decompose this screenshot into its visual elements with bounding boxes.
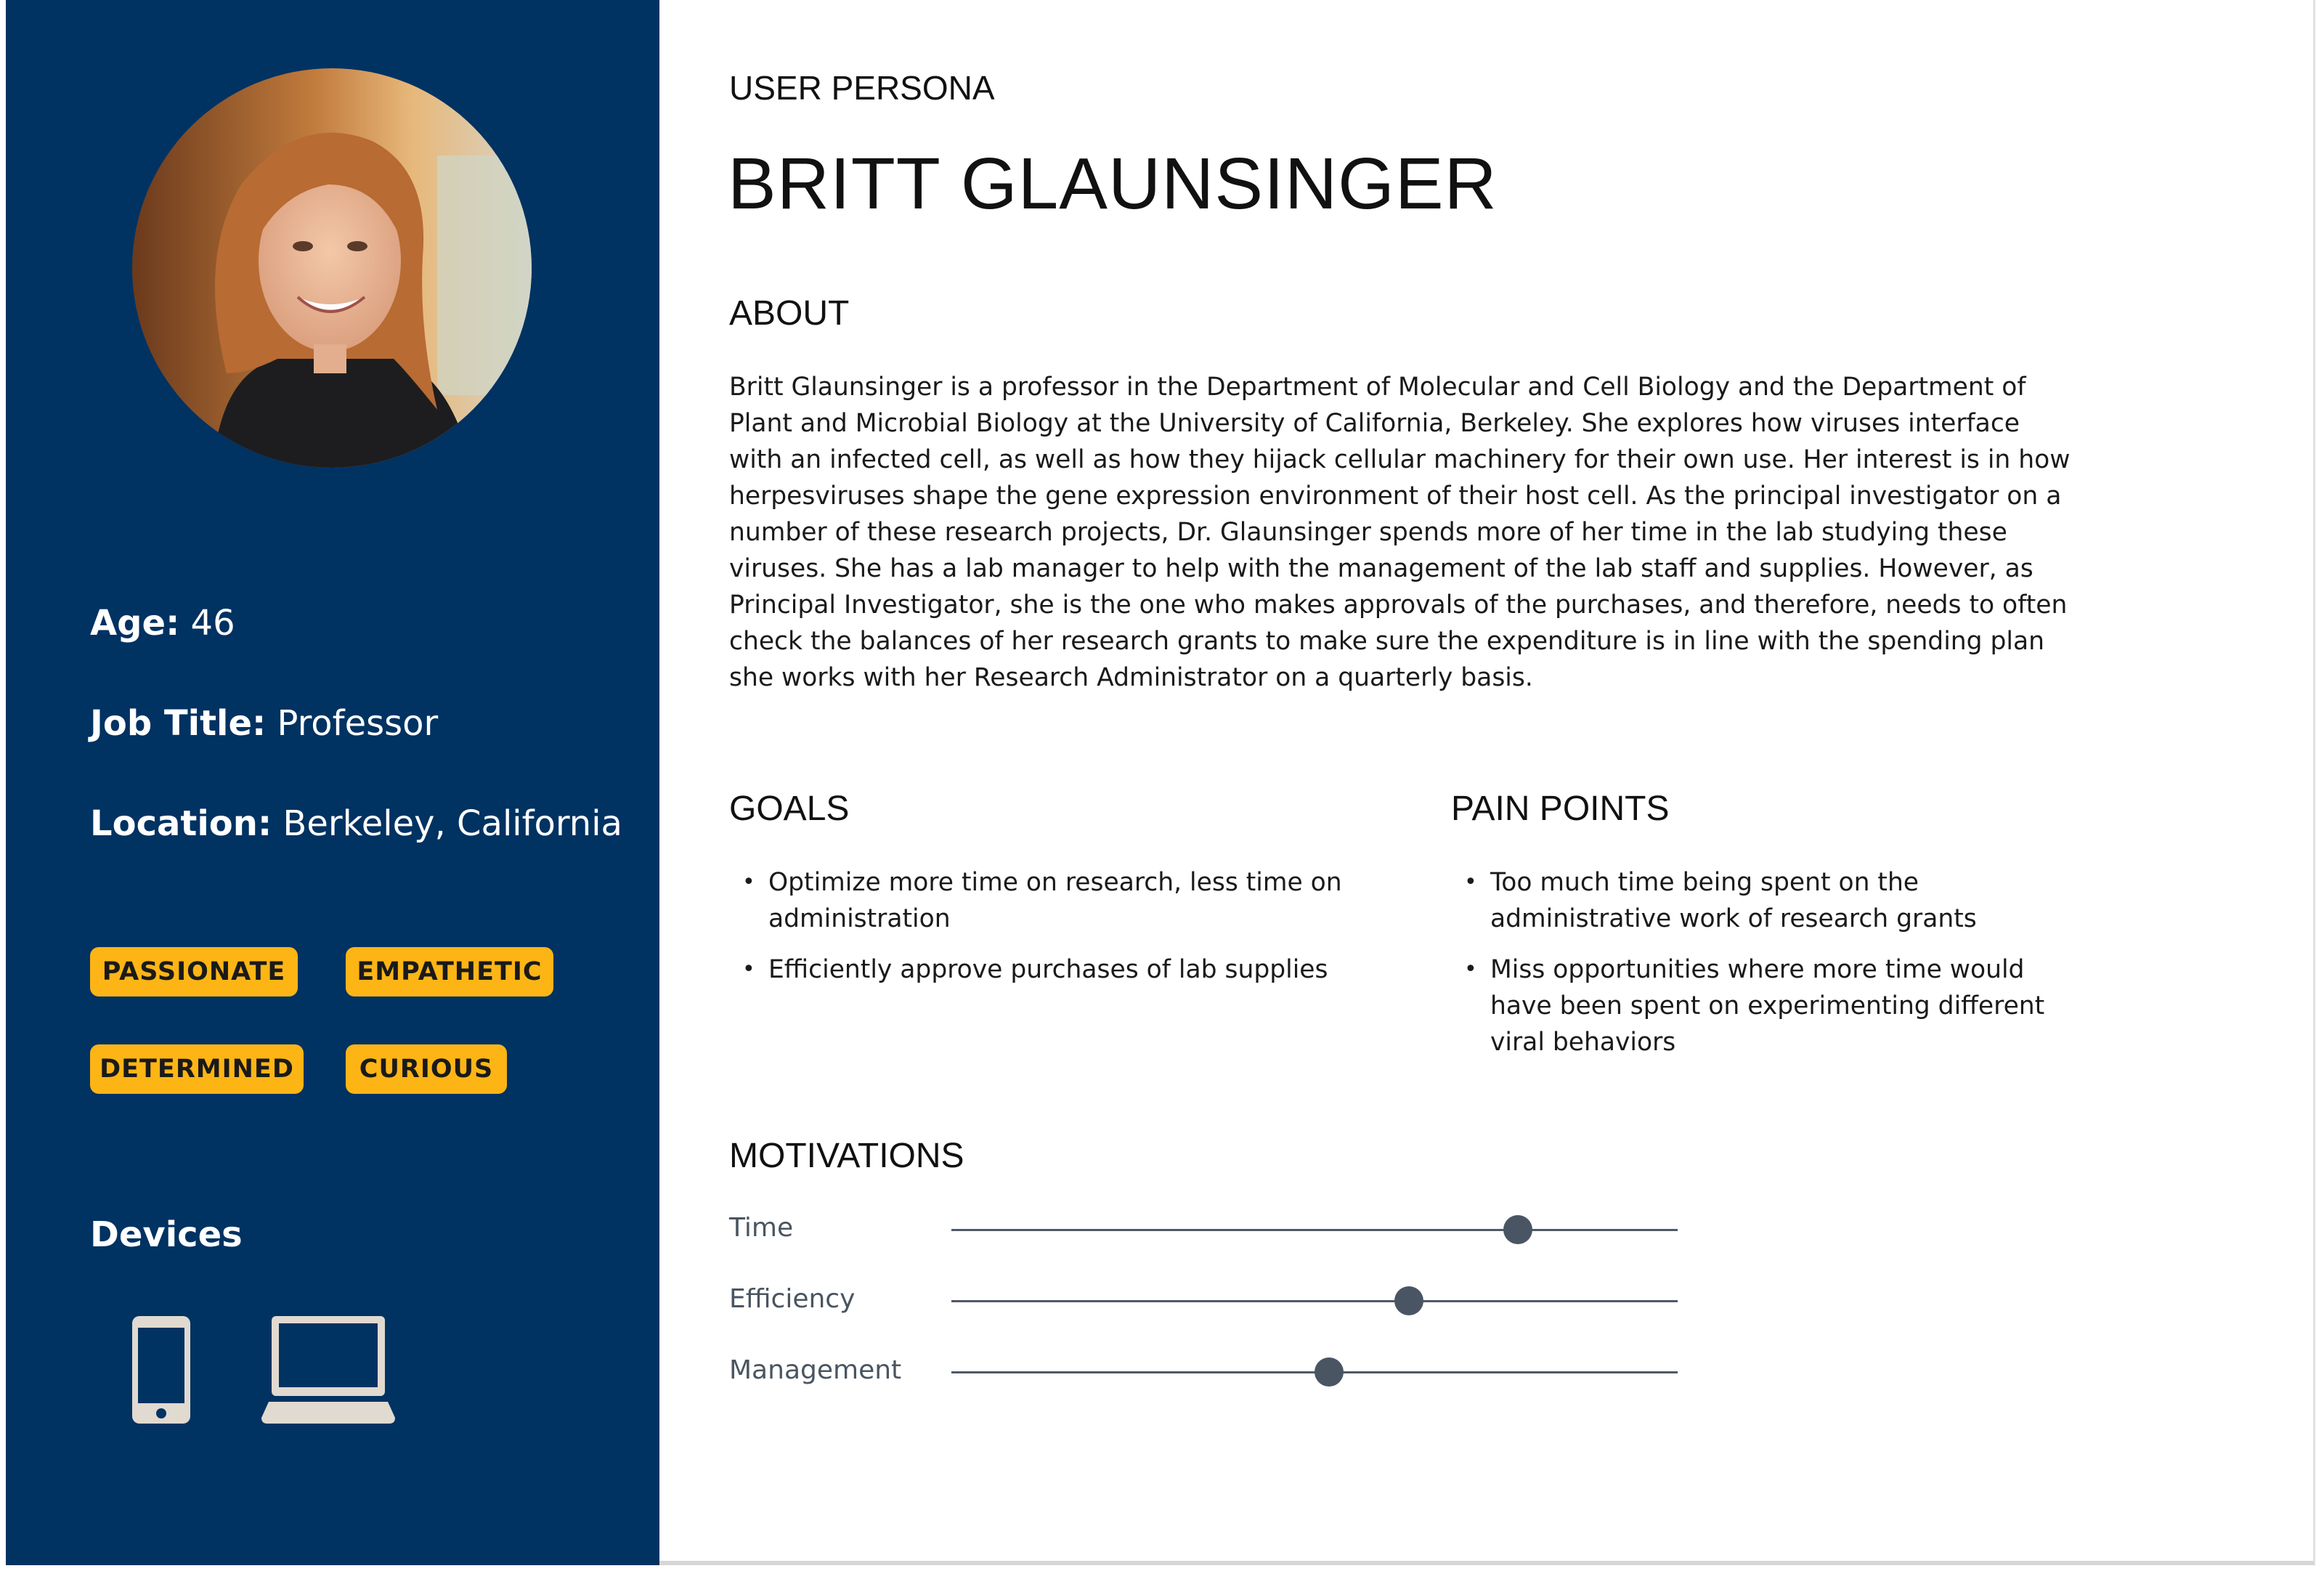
sidebar	[6, 0, 659, 1565]
motivation-thumb-efficiency	[1394, 1286, 1423, 1315]
age-field	[90, 603, 235, 644]
laptop-icon	[261, 1316, 395, 1424]
pain-points-list	[1451, 864, 2068, 1075]
trait-tag-determined: DETERMINED	[90, 1044, 304, 1094]
about-text: Britt Glaunsinger is a professor in the Department of Molecular and Cell Biology and the Department of Plant and Microbial Biology at the University of California, Berkeley. She explores how viruses interface with an infected cell, as well as how they hijack cellular machinery for their own use. Her interest is in how herpesviruses shape the gene expression environment of their host cell. As the principal investigator on a number of these research projects, Dr. Glaunsinger spends more of her time in the lab studying these viruses. She has a lab manager to help with the management of the lab staff and supplies. However, as Principal Investigator, she is the one who makes approvals of the purchases, and therefore, needs to often check the balances of her research grants to make sure the expenditure is in line with the spending plan she works with her Research Administrator on a quarterly basis.	[729, 373, 2071, 692]
smartphone-icon	[132, 1316, 190, 1424]
list-item: • Optimize more time on research, less time on administration	[729, 864, 1397, 937]
location-value: Berkeley, California	[283, 803, 622, 844]
goals-title: GOALS	[729, 790, 850, 828]
trait-tag-passionate: PASSIONATE	[90, 947, 298, 996]
motivation-label-time: Time	[729, 1213, 794, 1243]
pain-points-title: PAIN POINTS	[1451, 790, 1670, 828]
motivation-thumb-management	[1315, 1357, 1344, 1387]
motivation-slider-management	[951, 1371, 1678, 1373]
persona-kicker: USER PERSONA	[729, 69, 995, 107]
motivation-slider-efficiency	[951, 1300, 1678, 1302]
location-field	[90, 803, 622, 844]
goals-list	[729, 864, 1397, 1002]
trait-tag-curious: CURIOUS	[346, 1044, 507, 1094]
persona-card	[6, 0, 2315, 1565]
motivation-label-efficiency: Efficiency	[729, 1284, 856, 1314]
trait-tag-empathetic: EMPATHETIC	[346, 947, 553, 996]
persona-name: BRITT GLAUNSINGER	[728, 143, 1498, 224]
avatar	[132, 68, 532, 468]
motivations-title: MOTIVATIONS	[729, 1137, 964, 1175]
job-title-field	[90, 703, 438, 744]
job-title-label: Job Title:	[90, 703, 267, 744]
motivation-label-management: Management	[729, 1355, 902, 1385]
about-title: ABOUT	[729, 294, 850, 333]
location-label: Location:	[90, 803, 272, 844]
motivation-thumb-time	[1503, 1215, 1532, 1244]
motivation-slider-time	[951, 1229, 1678, 1231]
age-value: 46	[190, 603, 235, 644]
list-item: • Too much time being spent on the administrative work of research grants	[1451, 864, 2068, 937]
list-item: • Miss opportunities where more time would have been spent on experimenting different viral behaviors	[1451, 951, 2068, 1060]
job-title-value: Professor	[277, 703, 439, 744]
list-item: • Efficiently approve purchases of lab supplies	[729, 951, 1397, 988]
age-label: Age:	[90, 603, 180, 644]
devices-title: Devices	[90, 1214, 243, 1255]
